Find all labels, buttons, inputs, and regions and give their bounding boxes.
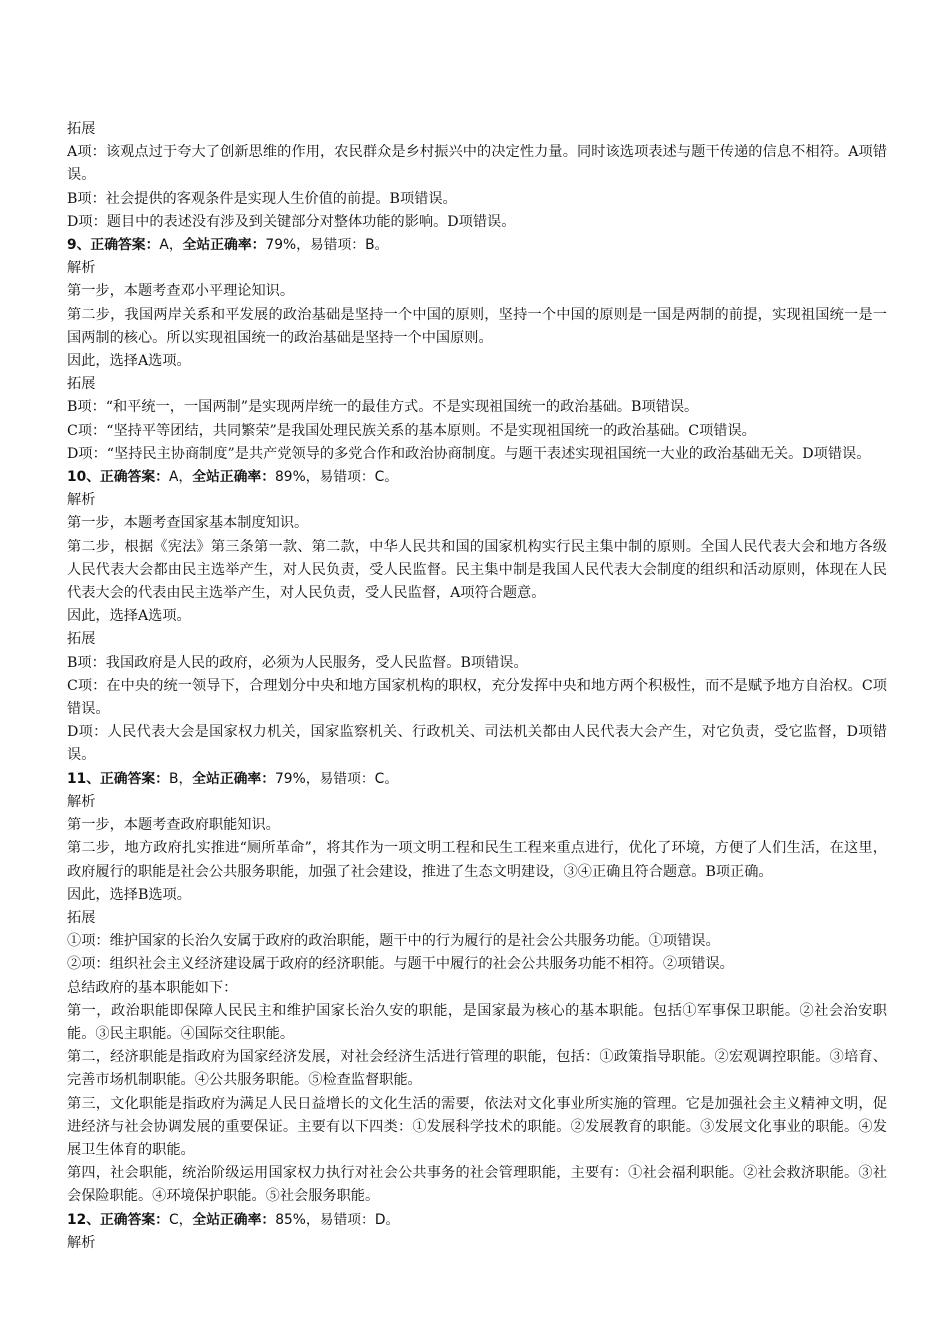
q10-answer-label: 10、正确答案：	[67, 469, 169, 486]
q10-rate-label: 全站正确率：	[192, 469, 276, 486]
q11-extension-heading: 拓展	[67, 909, 96, 926]
q9-rate-label: 全站正确率：	[182, 237, 266, 254]
q9-option-d-explanation: D项：“坚持民主协商制度”是共产党领导的多党合作和政治协商制度。与题干表述实现祖国统一大业的政治基础无关。D项错误。	[67, 445, 871, 462]
q10-answer-header	[67, 466, 887, 489]
q12-rate-label: 全站正确率：	[192, 1211, 276, 1228]
q11-step-2: 第二步，地方政府扎实推进“厕所革命”，将其作为一项文明工程和民生工程来重点进行，优化了环境，方便了人们生活，在这里，政府履行的职能是社会公共服务职能，加强了社会建设，推进了生态文明建设，③④正确且符合题意。B项正确。	[67, 840, 887, 880]
q9-step-1: 第一步，本题考查邓小平理论知识。	[67, 283, 295, 300]
q11-answer-header	[67, 768, 887, 791]
q10-analysis-heading: 解析	[67, 492, 96, 509]
q8-option-d-explanation: D项：题目中的表述没有涉及到关键部分对整体功能的影响。D项错误。	[67, 213, 516, 230]
q11-rate-value: 79%，易错项：C。	[275, 770, 399, 787]
q11-rate-label: 全站正确率：	[192, 770, 276, 787]
q11-summary-political: 第一，政治职能即保障人民民主和维护国家长治久安的职能，是国家最为核心的基本职能。包括①军事保卫职能。②社会治安职能。③民主职能。④国际交往职能。	[67, 1002, 887, 1042]
q11-summary-cultural: 第三，文化职能是指政府为满足人民日益增长的文化生活的需要，依法对文化事业所实施的管理。它是加强社会主义精神文明，促进经济与社会协调发展的重要保证。主要有以下四类：①发展科学技术的职能。②发展教育的职能。③发展文化事业的职能。④发展卫生体育的职能。	[67, 1095, 887, 1158]
q11-answer-label: 11、正确答案：	[67, 770, 169, 787]
q8-extension-heading: 拓展	[67, 121, 96, 137]
q9-rate-value: 79%，易错项：B。	[265, 237, 389, 254]
q11-summary-economic: 第二，经济职能是指政府为国家经济发展，对社会经济生活进行管理的职能，包括：①政策指导职能。②宏观调控职能。③培育、完善市场机制职能。④公共服务职能。⑤检查监督职能。	[67, 1049, 887, 1089]
q11-item-1-explanation: ①项：维护国家的长治久安属于政府的政治职能，题干中的行为履行的是社会公共服务功能。①项错误。	[67, 933, 720, 950]
q11-analysis-heading: 解析	[67, 793, 96, 810]
q10-answer-value: A，	[168, 469, 193, 486]
q12-analysis-heading: 解析	[67, 1234, 96, 1251]
q10-conclusion: 因此，选择A选项。	[67, 608, 191, 625]
q10-rate-value: 89%，易错项：C。	[275, 469, 399, 486]
q9-option-c-explanation: C项：“坚持平等团结，共同繁荣”是我国处理民族关系的基本原则。不是实现祖国统一的政治基础。C项错误。	[67, 422, 756, 439]
q11-summary-social: 第四，社会职能，统治阶级运用国家权力执行对社会公共事务的社会管理职能，主要有：①社会福利职能。②社会救济职能。③社会保险职能。④环境保护职能。⑤社会服务职能。	[67, 1165, 887, 1205]
q11-conclusion: 因此，选择B选项。	[67, 886, 191, 903]
q9-step-2: 第二步，我国两岸关系和平发展的政治基础是坚持一个中国的原则，坚持一个中国的原则是一国是两制的前提，实现祖国统一是一国两制的核心。所以实现祖国统一的政治基础是坚持一个中国原则。	[67, 306, 887, 346]
q8-option-b-explanation: B项：社会提供的客观条件是实现人生价值的前提。B项错误。	[67, 190, 457, 207]
q8-option-a-explanation: A项：该观点过于夸大了创新思维的作用，农民群众是乡村振兴中的决定性力量。同时该选项表述与题干传递的信息不相符。A项错误。	[67, 144, 887, 184]
q12-answer-label: 12、正确答案：	[67, 1211, 169, 1228]
q9-answer-label: 9、正确答案：	[67, 237, 160, 254]
q9-extension-heading: 拓展	[67, 376, 96, 393]
q11-step-1: 第一步，本题考查政府职能知识。	[67, 817, 280, 834]
q12-answer-header	[67, 1209, 887, 1232]
document-page	[67, 118, 887, 1255]
q10-option-c-explanation: C项：在中央的统一领导下，合理划分中央和地方国家机构的职权，充分发挥中央和地方两个积极性，而不是赋予地方自治权。C项错误。	[67, 677, 887, 718]
q11-answer-value: B，	[168, 770, 193, 787]
q10-option-b-explanation: B项：我国政府是人民的政府，必须为人民服务，受人民监督。B项错误。	[67, 654, 528, 671]
q9-option-b-explanation: B项：“和平统一，一国两制”是实现两岸统一的最佳方式。不是实现祖国统一的政治基础。B项错误。	[67, 399, 699, 416]
q11-item-2-explanation: ②项：组织社会主义经济建设属于政府的经济职能。与题干中履行的社会公共服务功能不相符。②项错误。	[67, 956, 734, 973]
q10-step-1: 第一步，本题考查国家基本制度知识。	[67, 515, 309, 532]
q9-conclusion: 因此，选择A选项。	[67, 353, 191, 370]
q11-summary-heading: 总结政府的基本职能如下：	[67, 979, 238, 996]
q9-answer-header	[67, 234, 887, 257]
q10-option-d-explanation: D项：人民代表大会是国家权力机关，国家监察机关、行政机关、司法机关都由人民代表大会产生，对它负责，受它监督，D项错误。	[67, 724, 887, 764]
q10-extension-heading: 拓展	[67, 631, 96, 648]
q9-answer-value: A，	[159, 237, 183, 254]
q10-step-2: 第二步，根据《宪法》第三条第一款、第二款，中华人民共和国的国家机构实行民主集中制的原则。全国人民代表大会和地方各级人民代表大会都由民主选举产生，对人民负责，受人民监督。民主集中制是我国人民代表大会制度的组织和活动原则，体现在人民代表大会的代表由民主选举产生，对人民负责，受人民监督，A项符合题意。	[67, 538, 887, 602]
q12-rate-value: 85%，易错项：D。	[275, 1211, 400, 1228]
q9-analysis-heading: 解析	[67, 260, 96, 277]
q12-answer-value: C，	[168, 1211, 193, 1228]
